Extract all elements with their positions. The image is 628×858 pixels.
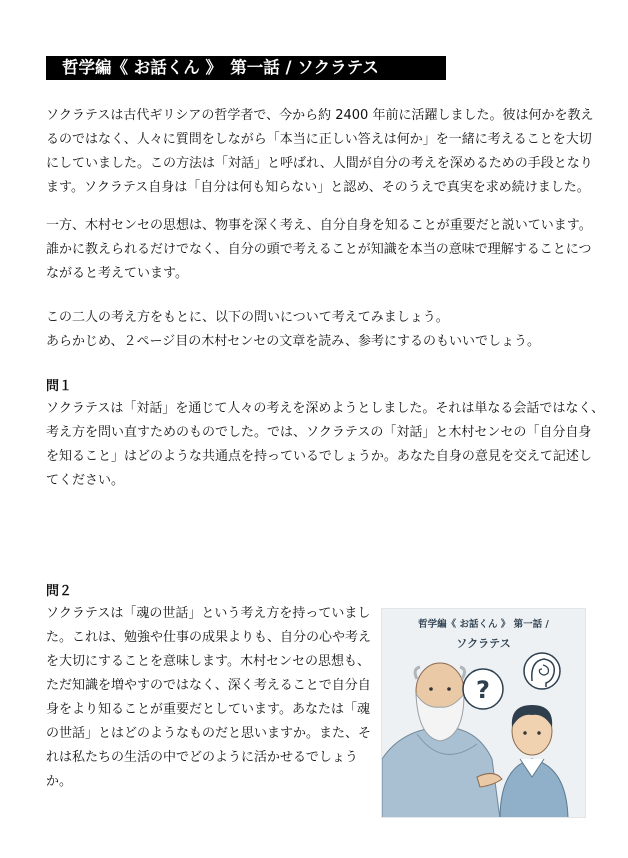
question-2-text: ソクラテスは「魂の世話」という考え方を持っていまし た。これは、勉強や仕事の成果よりも、自分の心や考え を大切にすることを意味します。木村センセの思想も、 ただ知識を増やすのではなく、深く考えることで自分自 身をより知ることが重要だとしています。あなたは「魂 の世話」とはどのようなものだと思いますか。また、そ れは私たちの生活の中でどのように活かせるでしょう か。 bbox=[46, 606, 372, 789]
intro-paragraph-1: ソクラテスは古代ギリシアの哲学者で、今から約 2400 年前に活躍しました。彼は何かを教え るのではなく、人々に質問をしながら「本当に正しい答えは何か」を一緒に考えることを大切 にしていました。この方法は「対話」と呼ばれ、人間が自分の考えを深めるための手段となり ます。ソクラテス自身は「自分は何も知らない」と認め、そのうえで真実を求め続けました。 bbox=[46, 108, 594, 195]
intro-paragraph-3: この二人の考え方をもとに、以下の問いについて考えてみましょう。 あらかじめ、２ページ目の木村センセの文章を読み、参考にするのもいいでしょう。 bbox=[46, 310, 541, 349]
socrates-illustration bbox=[381, 608, 586, 818]
question-1-label: 問１ bbox=[46, 379, 73, 394]
spiral-head-icon bbox=[524, 653, 560, 689]
illustration-subtitle: ソクラテス bbox=[456, 637, 511, 650]
intro-paragraph-2: 一方、木村センセの思想は、物事を深く考え、自分自身を知ることが重要だと説いています。 誰かに教えられるだけでなく、自分の頭で考えることが知識を本当の意味で理解することにつ ながると考えています。 bbox=[46, 218, 592, 281]
illustration-title: 哲学編《 お話くん 》 第一話 / bbox=[418, 619, 549, 630]
question-1-text: ソクラテスは「対話」を通じて人々の考えを深めようとしました。それは単なる会話ではなく、 考え方を問い直すためのものでした。では、ソクラテスの「対話」と木村センセの「自分自身 を知ること」はどのような共通点を持っているでしょうか。あなた自身の意見を交えて記述し てください。 bbox=[46, 401, 605, 488]
boy-figure bbox=[500, 705, 568, 818]
question-mark: ? bbox=[476, 676, 490, 704]
page-title: 哲学編《 お話くん 》 第一話 / ソクラテス bbox=[46, 56, 446, 80]
question-bubble-icon bbox=[463, 669, 503, 709]
question-2-label: 問２ bbox=[46, 584, 73, 599]
